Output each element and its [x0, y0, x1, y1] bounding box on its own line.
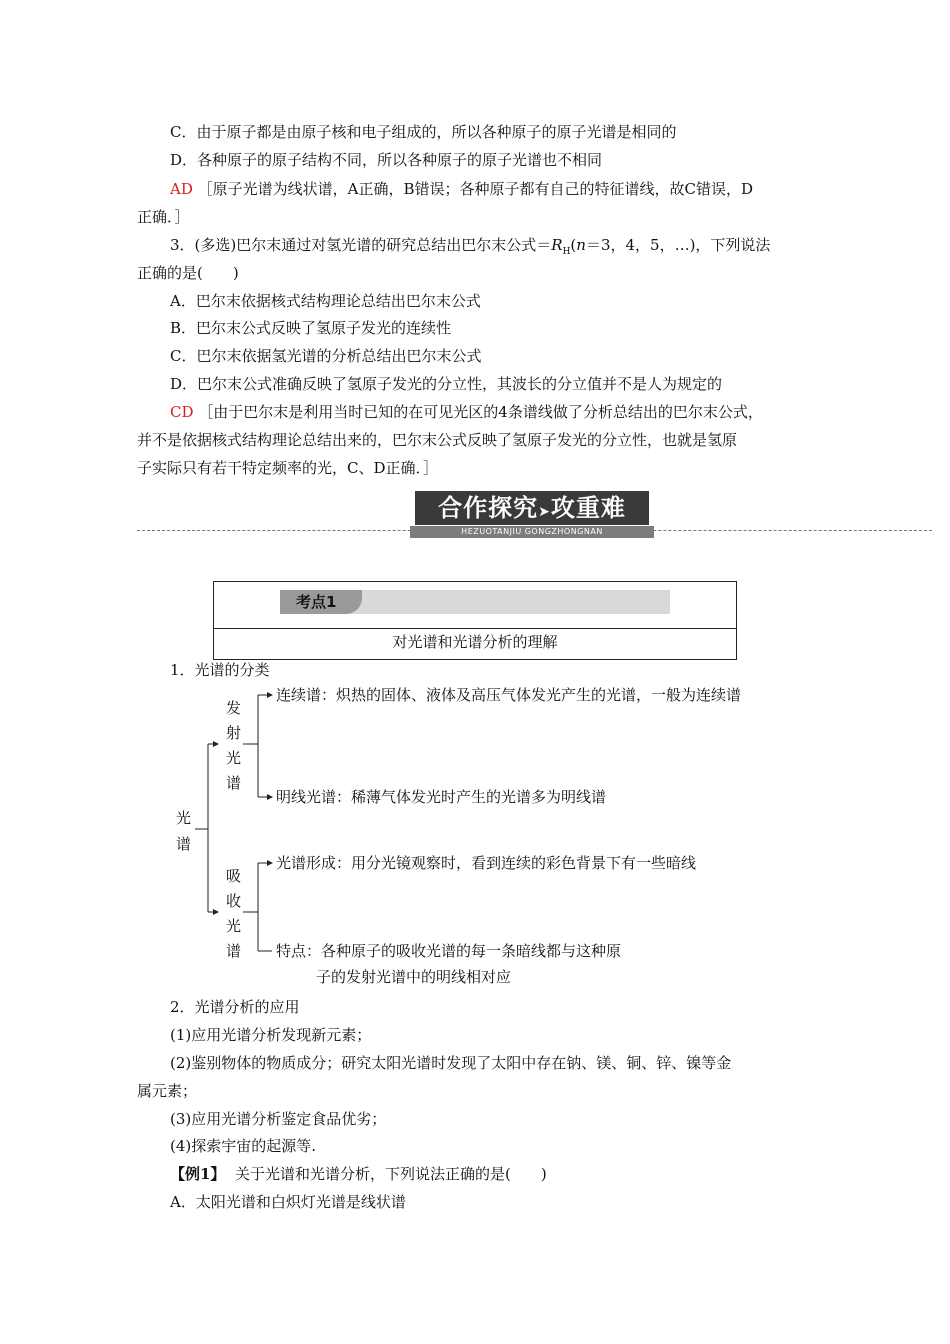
question-3-text: 3．(多选)巴尔末通过对氢光谱的研究总结出巴尔末公式＝	[170, 236, 552, 254]
absorption-char-3: 光	[226, 917, 242, 935]
formula-paren: (	[570, 236, 577, 254]
example-option-a: A．太阳光谱和白炽灯光谱是线状谱	[170, 1193, 406, 1211]
emission-char-4: 谱	[226, 774, 242, 792]
example-label: 【例1】	[170, 1165, 226, 1183]
application-2-cont: 属元素；	[137, 1082, 198, 1100]
emission-char-3: 光	[226, 749, 242, 767]
question-3-text-tail: ＝3，4，5，…)，下列说法	[585, 236, 771, 254]
application-3: (3)应用光谱分析鉴定食品优劣；	[170, 1110, 387, 1128]
root-char-1: 光	[176, 809, 192, 827]
application-1: (1)应用光谱分析发现新元素；	[170, 1026, 372, 1044]
emission-char-2: 射	[226, 724, 242, 742]
absorption-char-2: 收	[226, 892, 242, 910]
section-subtitle: HEZUOTANJIU GONGZHONGNAN	[410, 526, 654, 538]
part2-heading: 2．光谱分析的应用	[170, 998, 300, 1016]
application-4: (4)探索宇宙的起源等.	[170, 1137, 317, 1155]
answer-explanation: ［由于巴尔末是利用当时已知的在可见光区的4条谱线做了分析总结出的巴尔末公式，	[198, 403, 763, 421]
example-question: 关于光谱和光谱分析，下列说法正确的是( )	[234, 1165, 547, 1183]
absorption-formation: 光谱形成：用分光镜观察时，看到连续的彩色背景下有一些暗线	[276, 854, 697, 872]
option-3d: D．巴尔末公式准确反映了氢原子发光的分立性，其波长的分立值并不是人为规定的	[170, 375, 723, 393]
kaodian-title: 对光谱和光谱分析的理解	[392, 633, 558, 651]
part1-heading: 1．光谱的分类	[170, 661, 270, 679]
section-title: 合作探究➤攻重难	[415, 491, 649, 525]
root-char-2: 谱	[176, 835, 192, 853]
continuous-spectrum: 连续谱：炽热的固体、液体及高压气体发光产生的光谱，一般为连续谱	[276, 686, 742, 704]
option-3a: A．巴尔末依据核式结构理论总结出巴尔末公式	[170, 292, 481, 310]
answer-key: AD	[170, 180, 193, 198]
example-1	[170, 1164, 547, 1184]
absorption-char-4: 谱	[226, 942, 242, 960]
question-3-cont: 正确的是( )	[137, 264, 239, 282]
emission-char-1: 发	[226, 699, 242, 717]
answer-key: CD	[170, 403, 194, 421]
formula-n: n	[576, 236, 586, 254]
answer-2-cont: 正确．］	[137, 208, 190, 226]
option-3b: B．巴尔末公式反映了氢原子发光的连续性	[170, 319, 452, 337]
bright-line-spectrum: 明线光谱：稀薄气体发光时产生的光谱多为明线谱	[276, 788, 607, 806]
application-2: (2)鉴别物体的物质成分；研究太阳光谱时发现了太阳中存在钠、镁、铜、锌、镍等金	[170, 1054, 732, 1072]
option-3c: C．巴尔末依据氢光谱的分析总结出巴尔末公式	[170, 347, 482, 365]
kaodian-label: 考点1	[280, 590, 362, 614]
formula-subscript: H	[562, 247, 571, 257]
option-2d: D．各种原子的原子结构不同，所以各种原子的原子光谱也不相同	[170, 151, 603, 169]
answer-3-cont2: 子实际只有若干特定频率的光，C、D正确．］	[137, 459, 439, 477]
option-2c: C．由于原子都是由原子核和电子组成的，所以各种原子的原子光谱是相同的	[170, 123, 677, 141]
answer-explanation: ［原子光谱为线状谱，A正确，B错误；各种原子都有自己的特征谱线，故C错误，D	[197, 180, 754, 198]
answer-3-cont: 并不是依据核式结构理论总结出来的，巴尔末公式反映了氢原子发光的分立性，也就是氢原	[137, 431, 738, 449]
absorption-feature-cont: 子的发射光谱中的明线相对应	[316, 968, 512, 986]
chevron-right-icon: ➤	[538, 504, 551, 520]
absorption-feature: 特点：各种原子的吸收光谱的每一条暗线都与这种原	[276, 942, 622, 960]
formula-r: R	[551, 236, 563, 254]
absorption-char-1: 吸	[226, 867, 242, 885]
